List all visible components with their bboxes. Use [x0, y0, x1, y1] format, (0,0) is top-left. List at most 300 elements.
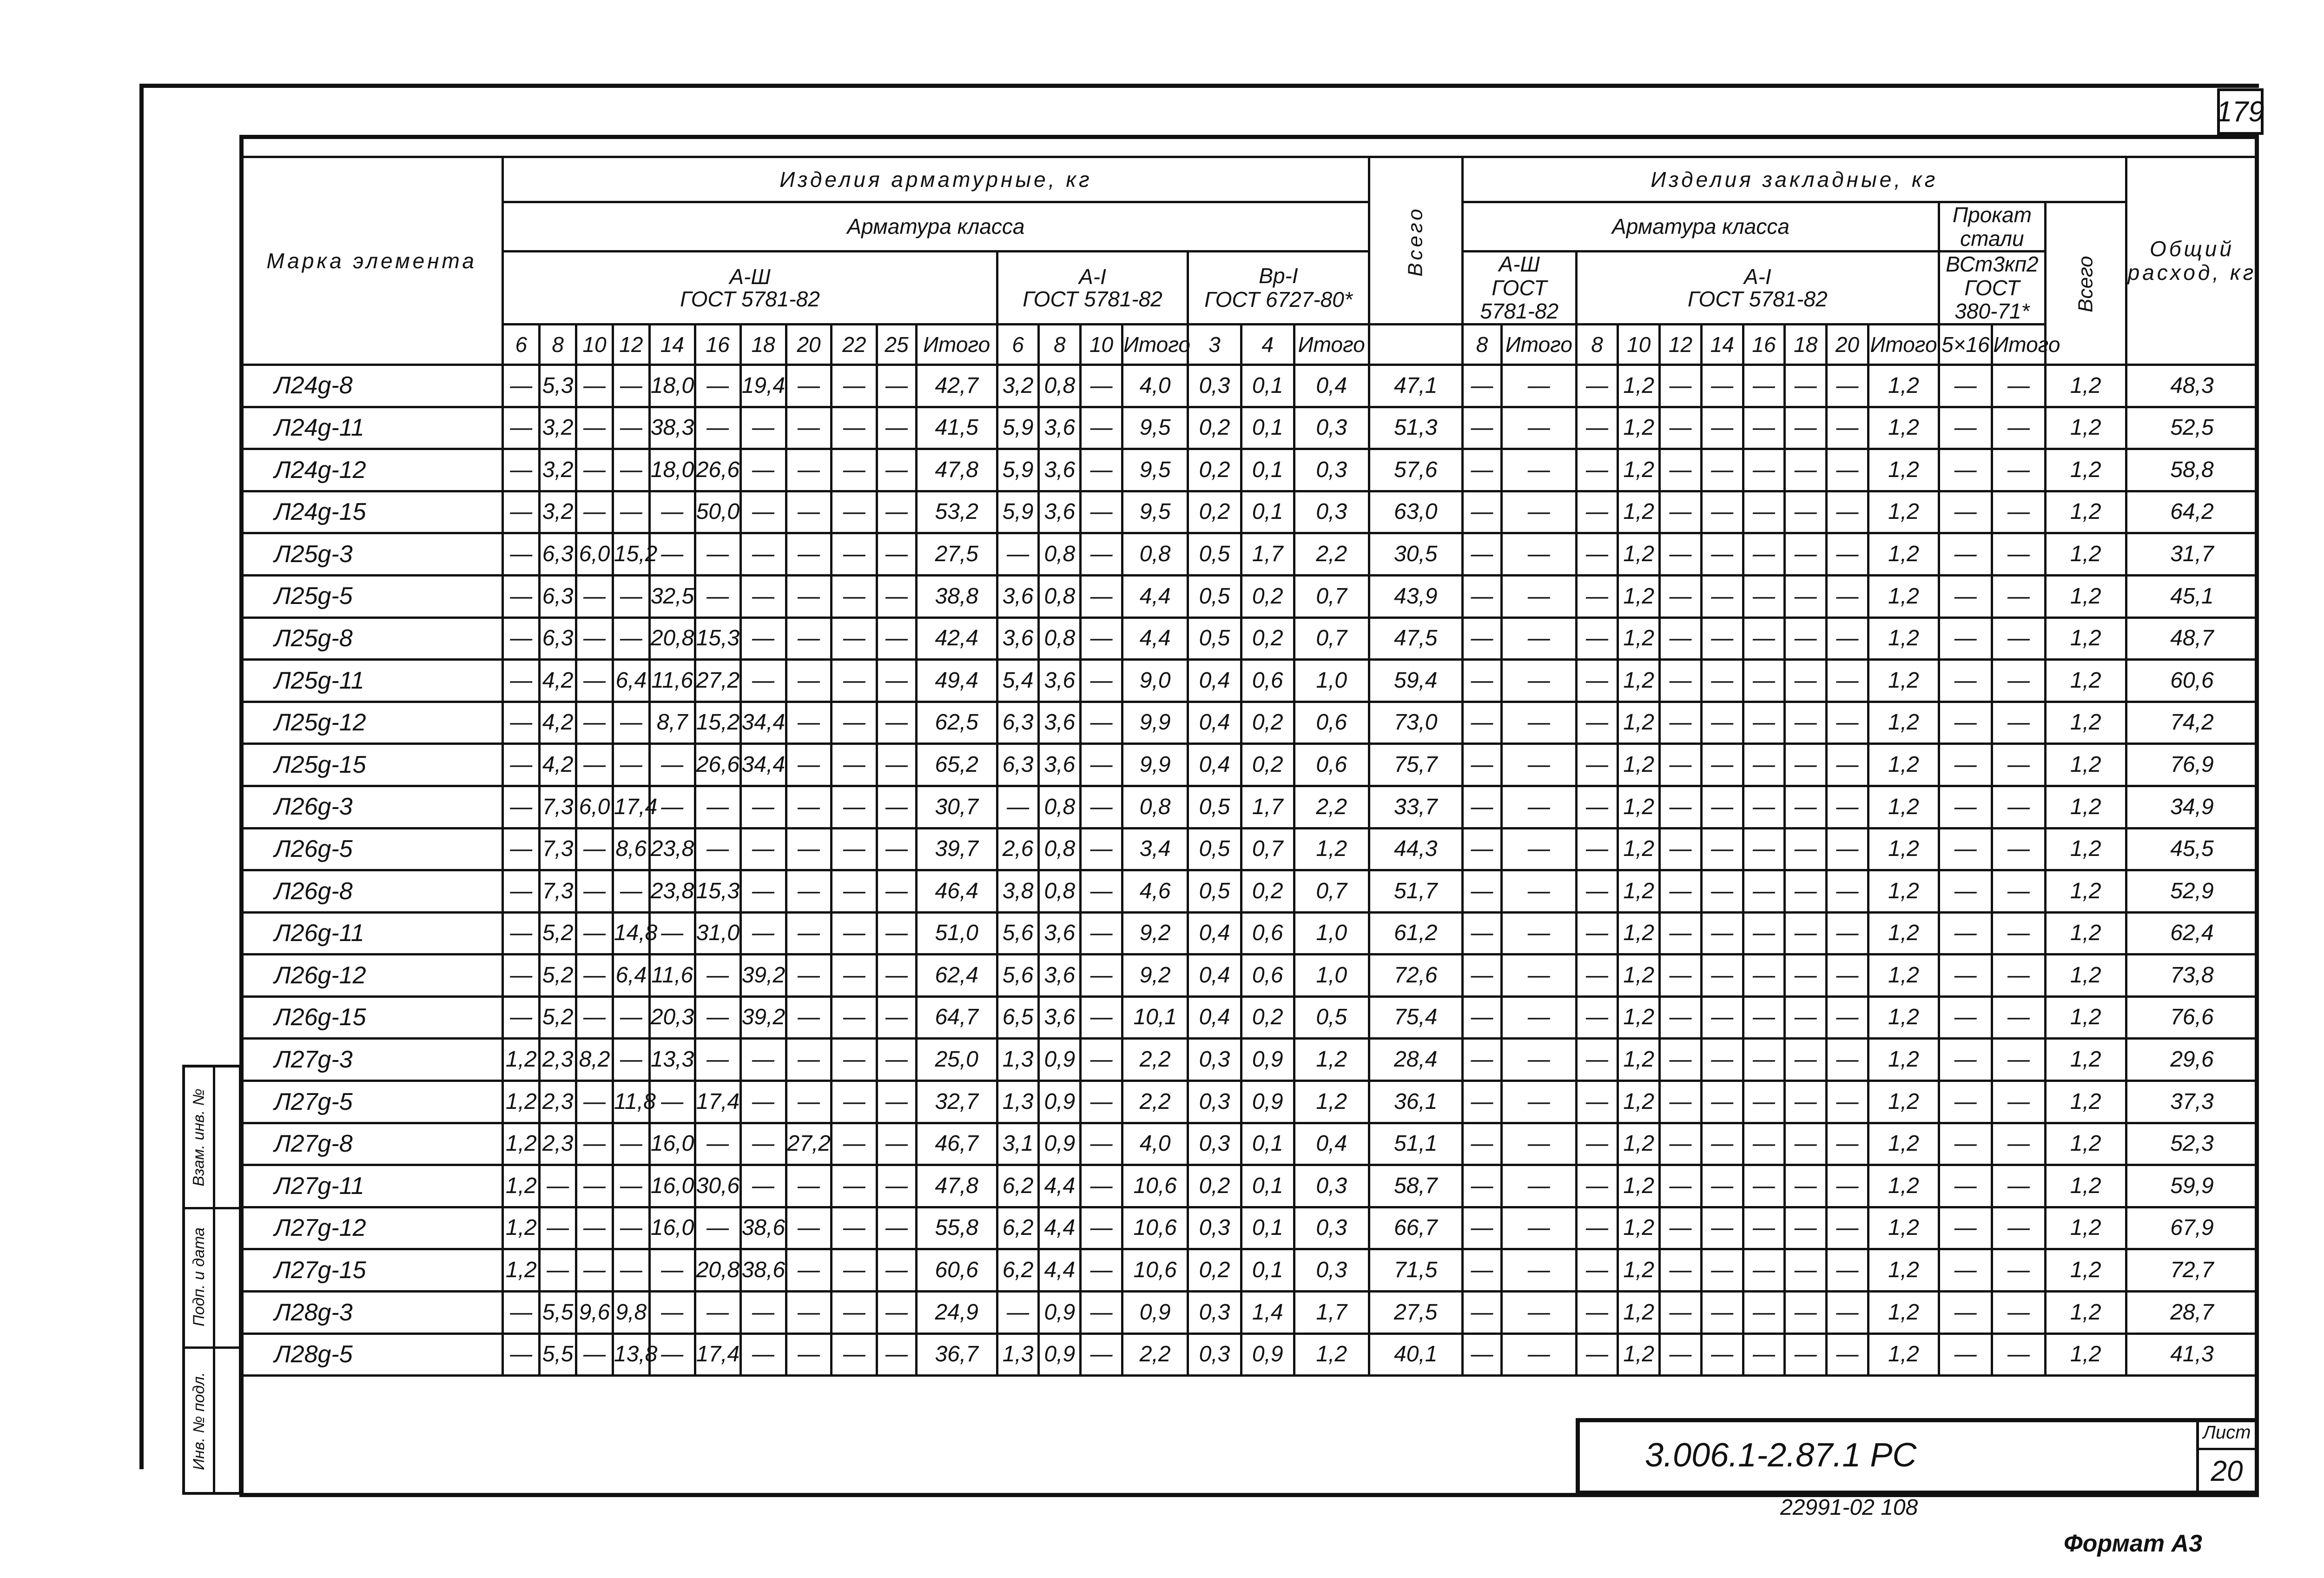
a3-value-cell: — — [613, 1249, 649, 1292]
table-row — [241, 1207, 2258, 1249]
a3-value-cell: 17,4 — [613, 786, 649, 828]
emb-a1-cell: — — [1701, 617, 1743, 660]
bp-value-cell: 0,2 — [1241, 702, 1294, 744]
a3-value-cell: — — [740, 449, 786, 491]
emb-a1-cell: — — [1660, 786, 1702, 828]
emb-a1-cell: — — [1576, 828, 1618, 870]
diam-a3-header: 22 — [832, 324, 877, 365]
a3-value-cell: — — [786, 1165, 832, 1207]
emb-a1-cell: 1,2 — [1618, 828, 1660, 870]
a3-value-cell: — — [786, 407, 832, 449]
a3-value-cell: — — [649, 912, 695, 955]
emb-vsego-cell: 1,2 — [2045, 449, 2126, 491]
a3-value-cell: — — [540, 1165, 576, 1207]
emb-a1-diam-header: 18 — [1785, 324, 1827, 365]
emb-a1-cell: — — [1576, 491, 1618, 533]
a3-value-cell: — — [740, 1165, 786, 1207]
mark-cell: Л28g-5 — [241, 1333, 503, 1376]
inventory-label: Инв. № подл. — [190, 1372, 208, 1470]
emb-a1-cell: — — [1827, 996, 1868, 1039]
a3-total-cell: 42,4 — [916, 617, 997, 660]
a3-value-cell: — — [877, 1165, 916, 1207]
mark-cell: Л26g-12 — [241, 955, 503, 997]
diam-bp-header: 3 — [1188, 324, 1241, 365]
emb-a1-cell: — — [1827, 407, 1868, 449]
steel-cell: — — [1939, 744, 1992, 786]
a3-value-cell: — — [576, 1207, 613, 1249]
a3-total-cell: 65,2 — [916, 744, 997, 786]
emb-a1-cell: — — [1785, 660, 1827, 702]
a3-value-cell: — — [786, 1039, 832, 1081]
emb-a1-cell: 1,2 — [1618, 575, 1660, 617]
bp-value-cell: 0,3 — [1188, 1039, 1241, 1081]
diam-a1-header: 8 — [1039, 324, 1081, 365]
a3-value-cell: — — [786, 617, 832, 660]
a3-value-cell: — — [576, 828, 613, 870]
a3-value-cell: — — [786, 1292, 832, 1334]
a3-value-cell: 38,6 — [740, 1207, 786, 1249]
emb-a1-cell: — — [1701, 870, 1743, 913]
arm-products-header: Изделия арматурные, кг — [503, 157, 1369, 202]
bp-value-cell: 0,3 — [1188, 365, 1241, 407]
a3-value-cell: — — [832, 870, 877, 913]
emb-a1-cell: — — [1743, 533, 1785, 576]
a3-value-cell: — — [613, 617, 649, 660]
a3-value-cell: — — [740, 617, 786, 660]
a3-total-cell: 46,7 — [916, 1123, 997, 1165]
vsego-cell: 63,0 — [1369, 491, 1462, 533]
a3-value-cell: — — [832, 744, 877, 786]
vsego-cell: 73,0 — [1369, 702, 1462, 744]
vsego-cell: 75,4 — [1369, 996, 1462, 1039]
a3-value-cell: — — [877, 955, 916, 997]
a1-total-cell: 0,8 — [1122, 533, 1188, 576]
a1-value-cell: 6,3 — [997, 702, 1039, 744]
a1-value-cell: 3,8 — [997, 870, 1039, 913]
a3-total-cell: 27,5 — [916, 533, 997, 576]
a1-total-cell: 9,5 — [1122, 491, 1188, 533]
emb-a1-cell: — — [1785, 449, 1827, 491]
a3-value-cell: — — [649, 1333, 695, 1376]
sheet-label: Лист — [2199, 1422, 2255, 1450]
a3-value-cell: — — [877, 1039, 916, 1081]
a3-value-cell: — — [740, 407, 786, 449]
emb-a1-cell: — — [1785, 1123, 1827, 1165]
emb-a1-cell: — — [1827, 786, 1868, 828]
a1-value-cell: 3,6 — [1039, 912, 1081, 955]
bp-total-cell: 0,3 — [1294, 1207, 1369, 1249]
emb-a1-cell: — — [1743, 828, 1785, 870]
a3-value-cell: 23,8 — [649, 870, 695, 913]
total-cell: 48,3 — [2126, 365, 2258, 407]
mark-cell: Л27g-15 — [241, 1249, 503, 1292]
emb-a1-cell: — — [1660, 912, 1702, 955]
a3-value-cell: — — [613, 575, 649, 617]
a1-value-cell: 0,9 — [1039, 1123, 1081, 1165]
bp-total-cell: 2,2 — [1294, 533, 1369, 576]
a3-value-cell: 4,2 — [540, 702, 576, 744]
a3-value-cell: 39,2 — [740, 955, 786, 997]
steel-cell: — — [1992, 996, 2045, 1039]
steel-cell: — — [1939, 533, 1992, 576]
steel-cell: — — [1939, 1292, 1992, 1334]
a3-value-cell: 1,2 — [503, 1039, 540, 1081]
table-row — [241, 744, 2258, 786]
a3-value-cell: — — [613, 1207, 649, 1249]
vsego-cell: 44,3 — [1369, 828, 1462, 870]
mark-cell: Л27g-12 — [241, 1207, 503, 1249]
emb-a1-cell: — — [1827, 912, 1868, 955]
a3-value-cell: — — [877, 617, 916, 660]
bp-value-cell: 1,7 — [1241, 533, 1294, 576]
vsego-spacer — [1369, 324, 1462, 365]
emb-a1-cell: 1,2 — [1618, 491, 1660, 533]
bp-value-cell: 0,3 — [1188, 1207, 1241, 1249]
a3-value-cell: — — [695, 996, 740, 1039]
emb-a1-cell: — — [1660, 1081, 1702, 1123]
emb-a3-cell: — — [1502, 1292, 1576, 1334]
a3-value-cell: — — [503, 533, 540, 576]
steel-cell: — — [1939, 912, 1992, 955]
a3-value-cell: 16,0 — [649, 1123, 695, 1165]
a1-total-cell: 9,0 — [1122, 660, 1188, 702]
a3-value-cell: — — [613, 996, 649, 1039]
a3-value-cell: — — [740, 533, 786, 576]
itogo-header: Итого — [1122, 324, 1188, 365]
bp-value-cell: 0,2 — [1188, 1165, 1241, 1207]
emb-a3-cell: — — [1462, 786, 1501, 828]
steel-cell: — — [1992, 1292, 2045, 1334]
a3-value-cell: — — [740, 786, 786, 828]
emb-a3-cell: — — [1502, 575, 1576, 617]
a3-value-cell: 3,2 — [540, 407, 576, 449]
a3-value-cell: 20,8 — [649, 617, 695, 660]
a1-value-cell: 1,3 — [997, 1039, 1039, 1081]
bp-value-cell: 0,1 — [1241, 1165, 1294, 1207]
bp-total-cell: 0,4 — [1294, 1123, 1369, 1165]
a3-value-cell: 5,5 — [540, 1333, 576, 1376]
emb-a1-cell: 1,2 — [1618, 870, 1660, 913]
emb-a3-cell: — — [1462, 533, 1501, 576]
a1-value-cell: 3,6 — [997, 575, 1039, 617]
a3-value-cell: — — [503, 996, 540, 1039]
mark-cell: Л26g-15 — [241, 996, 503, 1039]
itogo-header: Итого — [916, 324, 997, 365]
a3-value-cell: — — [786, 533, 832, 576]
bp-total-cell: 0,3 — [1294, 449, 1369, 491]
grade-a3-header: А-Ш ГОСТ 5781-82 — [503, 252, 997, 325]
a3-total-cell: 49,4 — [916, 660, 997, 702]
a3-value-cell: — — [503, 407, 540, 449]
a3-value-cell: 13,8 — [613, 1333, 649, 1376]
a3-value-cell: — — [786, 702, 832, 744]
emb-a1-total-cell: 1,2 — [1868, 828, 1939, 870]
emb-a1-cell: 1,2 — [1618, 449, 1660, 491]
steel-cell: — — [1992, 1081, 2045, 1123]
emb-a1-cell: — — [1743, 996, 1785, 1039]
a1-value-cell: 4,4 — [1039, 1207, 1081, 1249]
emb-a1-cell: 1,2 — [1618, 1292, 1660, 1334]
total-cell: 76,9 — [2126, 744, 2258, 786]
a3-value-cell: — — [576, 996, 613, 1039]
a1-total-cell: 2,2 — [1122, 1039, 1188, 1081]
emb-a3-cell: — — [1502, 786, 1576, 828]
a3-value-cell: — — [613, 449, 649, 491]
emb-a1-total-cell: 1,2 — [1868, 660, 1939, 702]
table-row — [241, 660, 2258, 702]
total-cell: 72,7 — [2126, 1249, 2258, 1292]
a3-value-cell: — — [540, 1249, 576, 1292]
a3-value-cell: — — [832, 996, 877, 1039]
itogo-header: Итого — [1868, 324, 1939, 365]
steel-cell: — — [1992, 575, 2045, 617]
diam-a3-header: 16 — [695, 324, 740, 365]
a1-value-cell: — — [1081, 491, 1122, 533]
a3-value-cell: — — [503, 449, 540, 491]
emb-a1-cell: — — [1701, 786, 1743, 828]
a3-value-cell: — — [576, 617, 613, 660]
emb-a1-cell: — — [1576, 1207, 1618, 1249]
emb-a1-cell: — — [1660, 1292, 1702, 1334]
bp-value-cell: 0,2 — [1241, 870, 1294, 913]
a3-value-cell: 15,2 — [613, 533, 649, 576]
diam-a3-header: 20 — [786, 324, 832, 365]
a3-value-cell: 1,2 — [503, 1165, 540, 1207]
a3-value-cell: 17,4 — [695, 1081, 740, 1123]
a3-value-cell: — — [649, 744, 695, 786]
arm-class-header: Арматура класса — [503, 202, 1369, 252]
emb-a3-cell: — — [1462, 744, 1501, 786]
emb-a1-cell: — — [1701, 1333, 1743, 1376]
bp-value-cell: 0,5 — [1188, 533, 1241, 576]
emb-a1-total-cell: 1,2 — [1868, 365, 1939, 407]
bp-value-cell: 0,2 — [1241, 575, 1294, 617]
a3-value-cell: — — [786, 660, 832, 702]
vsego-cell: 71,5 — [1369, 1249, 1462, 1292]
emb-a3-cell: — — [1462, 955, 1501, 997]
document-code: 3.006.1-2.87.1 РС — [1645, 1437, 1917, 1474]
emb-a1-cell: — — [1701, 1165, 1743, 1207]
total-cell: 74,2 — [2126, 702, 2258, 744]
a3-total-cell: 41,5 — [916, 407, 997, 449]
diam-a3-header: 6 — [503, 324, 540, 365]
emb-a1-cell: — — [1785, 575, 1827, 617]
a3-value-cell: 8,6 — [613, 828, 649, 870]
a3-value-cell: — — [786, 1081, 832, 1123]
a3-value-cell: — — [877, 491, 916, 533]
emb-a1-cell: — — [1785, 533, 1827, 576]
a3-value-cell: 5,3 — [540, 365, 576, 407]
bp-total-cell: 1,0 — [1294, 912, 1369, 955]
emb-a3-cell: — — [1462, 1039, 1501, 1081]
bp-value-cell: 0,2 — [1188, 449, 1241, 491]
emb-a1-cell: — — [1660, 702, 1702, 744]
emb-a1-total-cell: 1,2 — [1868, 491, 1939, 533]
emb-vsego-cell: 1,2 — [2045, 955, 2126, 997]
a3-value-cell: — — [740, 870, 786, 913]
bp-value-cell: 0,3 — [1188, 1081, 1241, 1123]
emb-a1-cell: — — [1827, 575, 1868, 617]
emb-a1-cell: — — [1827, 491, 1868, 533]
bp-value-cell: 0,5 — [1188, 575, 1241, 617]
emb-a1-cell: 1,2 — [1618, 660, 1660, 702]
emb-a1-cell: — — [1701, 1207, 1743, 1249]
bp-value-cell: 0,9 — [1241, 1333, 1294, 1376]
mark-cell: Л26g-11 — [241, 912, 503, 955]
a3-value-cell: — — [832, 407, 877, 449]
a1-value-cell: 5,9 — [997, 449, 1039, 491]
a3-value-cell: — — [877, 1123, 916, 1165]
a1-total-cell: 9,5 — [1122, 407, 1188, 449]
steel-sub-header: 5×16 — [1939, 324, 1992, 365]
a3-value-cell: 7,3 — [540, 828, 576, 870]
a1-value-cell: 6,2 — [997, 1207, 1039, 1249]
a3-value-cell: — — [832, 617, 877, 660]
mark-cell: Л24g-15 — [241, 491, 503, 533]
left-approval-strip — [182, 1065, 242, 1495]
emb-a1-cell: — — [1827, 533, 1868, 576]
a3-value-cell: — — [786, 1207, 832, 1249]
emb-a1-cell: 1,2 — [1618, 786, 1660, 828]
a3-value-cell: — — [740, 1333, 786, 1376]
a1-value-cell: — — [1081, 786, 1122, 828]
emb-a1-cell: — — [1827, 870, 1868, 913]
emb-vsego-cell: 1,2 — [2045, 617, 2126, 660]
emb-a1-cell: — — [1743, 1292, 1785, 1334]
emb-a1-cell: — — [1827, 1081, 1868, 1123]
a3-value-cell: — — [740, 1292, 786, 1334]
emb-a1-cell: — — [1743, 407, 1785, 449]
table-row — [241, 870, 2258, 913]
a3-total-cell: 47,8 — [916, 1165, 997, 1207]
emb-a1-diam-header: 10 — [1618, 324, 1660, 365]
steel-cell: — — [1939, 660, 1992, 702]
steel-cell: — — [1939, 407, 1992, 449]
a3-value-cell: 15,3 — [695, 617, 740, 660]
emb-a1-total-cell: 1,2 — [1868, 1039, 1939, 1081]
a3-value-cell: — — [786, 870, 832, 913]
a1-value-cell: — — [1081, 533, 1122, 576]
emb-vsego-cell: 1,2 — [2045, 660, 2126, 702]
emb-a1-cell: — — [1576, 744, 1618, 786]
a1-total-cell: 9,2 — [1122, 955, 1188, 997]
a3-total-cell: 32,7 — [916, 1081, 997, 1123]
a3-value-cell: 6,3 — [540, 533, 576, 576]
emb-a1-cell: 1,2 — [1618, 533, 1660, 576]
total-header: Общий расход, кг — [2126, 157, 2258, 365]
emb-a1-cell: — — [1785, 1333, 1827, 1376]
total-cell: 48,7 — [2126, 617, 2258, 660]
table-row — [241, 1333, 2258, 1376]
emb-a1-cell: — — [1785, 702, 1827, 744]
vsego-cell: 36,1 — [1369, 1081, 1462, 1123]
emb-a1-cell: — — [1701, 365, 1743, 407]
emb-a1-cell: — — [1576, 955, 1618, 997]
emb-a1-total-cell: 1,2 — [1868, 407, 1939, 449]
emb-a1-cell: — — [1785, 1249, 1827, 1292]
a1-value-cell: — — [997, 786, 1039, 828]
a1-value-cell: 6,3 — [997, 744, 1039, 786]
vsego-cell: 51,3 — [1369, 407, 1462, 449]
a1-value-cell: — — [1081, 1039, 1122, 1081]
a1-total-cell: 4,4 — [1122, 617, 1188, 660]
a3-value-cell: — — [503, 1333, 540, 1376]
steel-cell: — — [1992, 1333, 2045, 1376]
bp-value-cell: 0,6 — [1241, 955, 1294, 997]
emb-a1-cell: — — [1701, 1039, 1743, 1081]
a3-value-cell: — — [832, 449, 877, 491]
sheet-cell — [2196, 1422, 2255, 1491]
a1-value-cell: 3,6 — [1039, 449, 1081, 491]
table-row — [241, 702, 2258, 744]
a3-value-cell: 16,0 — [649, 1165, 695, 1207]
emb-a1-cell: — — [1743, 870, 1785, 913]
bp-value-cell: 0,3 — [1188, 1292, 1241, 1334]
a3-value-cell: — — [503, 491, 540, 533]
a3-value-cell: — — [503, 786, 540, 828]
emb-vsego-cell: 1,2 — [2045, 996, 2126, 1039]
emb-a1-cell: — — [1576, 1123, 1618, 1165]
a3-total-cell: 38,8 — [916, 575, 997, 617]
table-row — [241, 912, 2258, 955]
bp-value-cell: 0,1 — [1241, 407, 1294, 449]
emb-vsego-cell: 1,2 — [2045, 702, 2126, 744]
diam-a3-header: 14 — [649, 324, 695, 365]
a1-total-cell: 0,9 — [1122, 1292, 1188, 1334]
emb-a1-cell: — — [1660, 955, 1702, 997]
inventory-number: 22991-02 108 — [1780, 1495, 1918, 1520]
total-cell: 67,9 — [2126, 1207, 2258, 1249]
a3-total-cell: 24,9 — [916, 1292, 997, 1334]
a1-value-cell: 0,8 — [1039, 617, 1081, 660]
emb-a1-diam-header: 12 — [1660, 324, 1702, 365]
emb-a3-cell: — — [1502, 1165, 1576, 1207]
a3-value-cell: 18,0 — [649, 449, 695, 491]
steel-cell: — — [1992, 912, 2045, 955]
a3-value-cell: — — [877, 1081, 916, 1123]
bp-total-cell: 1,2 — [1294, 828, 1369, 870]
a3-value-cell: — — [832, 1123, 877, 1165]
emb-a1-cell: — — [1785, 744, 1827, 786]
a3-value-cell: — — [832, 1165, 877, 1207]
mark-cell: Л25g-12 — [241, 702, 503, 744]
steel-cell: — — [1992, 1123, 2045, 1165]
bp-value-cell: 1,4 — [1241, 1292, 1294, 1334]
a3-value-cell: — — [503, 744, 540, 786]
bp-value-cell: 0,4 — [1188, 996, 1241, 1039]
a3-value-cell: 6,3 — [540, 617, 576, 660]
a1-value-cell: 0,9 — [1039, 1292, 1081, 1334]
a3-value-cell: — — [832, 702, 877, 744]
total-cell: 37,3 — [2126, 1081, 2258, 1123]
emb-a1-cell: — — [1743, 660, 1785, 702]
total-cell: 34,9 — [2126, 786, 2258, 828]
emb-a3-cell: — — [1502, 744, 1576, 786]
a1-value-cell: 0,8 — [1039, 575, 1081, 617]
bp-value-cell: 0,2 — [1188, 407, 1241, 449]
a3-value-cell: — — [613, 744, 649, 786]
emb-a1-total-cell: 1,2 — [1868, 996, 1939, 1039]
a1-value-cell: — — [997, 533, 1039, 576]
a1-value-cell: 0,8 — [1039, 365, 1081, 407]
a3-value-cell: — — [695, 575, 740, 617]
vsego-cell: 75,7 — [1369, 744, 1462, 786]
emb-a3-cell: — — [1462, 1292, 1501, 1334]
emb-a1-cell: — — [1785, 828, 1827, 870]
a3-value-cell: 2,3 — [540, 1081, 576, 1123]
a3-value-cell: — — [832, 1081, 877, 1123]
emb-a1-cell: — — [1743, 1333, 1785, 1376]
